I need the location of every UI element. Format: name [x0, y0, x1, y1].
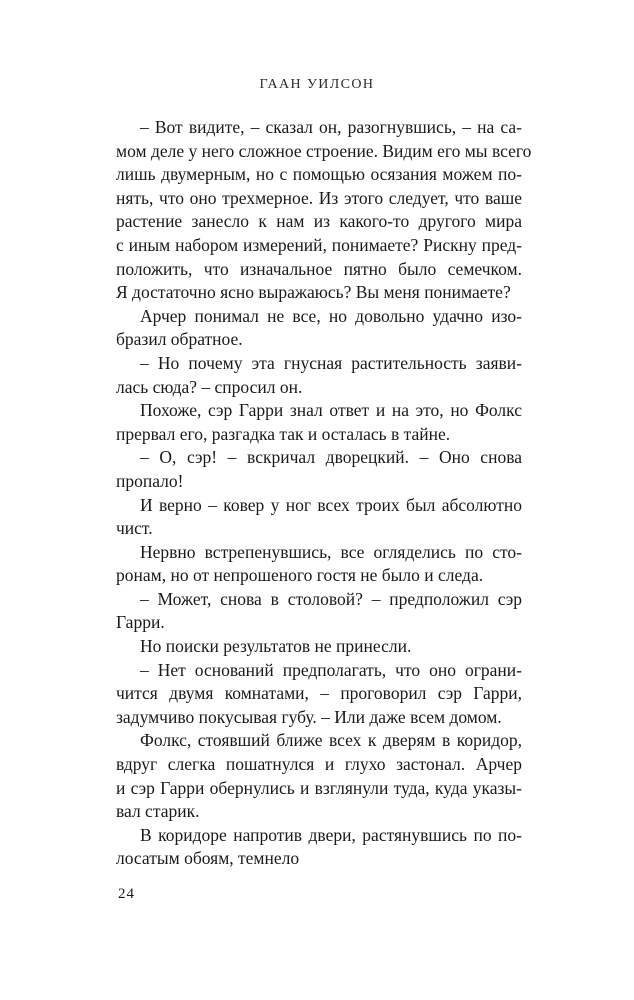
text-line: ронам, но от непрошеного гостя не было и следа.: [116, 565, 484, 586]
text-line: прервал его, разгадка так и осталась в тайне.: [116, 423, 451, 444]
paragraph: [116, 659, 522, 730]
text-line: задумчиво покусывая губу. – Или даже всем домом.: [116, 706, 502, 727]
text-line: чист.: [116, 518, 153, 539]
text-line: Но поиски результатов не принесли.: [140, 636, 412, 657]
text-line: Нервно встрепенувшись, все огляделись по сто-: [140, 541, 522, 562]
paragraph: [116, 494, 522, 541]
text-line: растение занесло к нам из какого-то другого мира: [116, 211, 522, 232]
text-line: Арчер понимал не все, но довольно удачно изо-: [140, 305, 522, 326]
text-line: – Вот видите, – сказал он, разогнувшись, – на са-: [140, 117, 522, 137]
text-line: с иным набором измерений, понимаете? Рискну пред-: [116, 234, 522, 255]
text-line: – Нет оснований предполагать, что оно ограни-: [140, 659, 522, 680]
text-line: – Может, снова в столовой? – предположил сэр: [140, 588, 522, 609]
text-line: лосатым обоям, темнело: [116, 848, 300, 869]
text-line: Гарри.: [116, 612, 165, 633]
text-line: мом деле у него сложное строение. Видим его мы всего: [116, 140, 532, 161]
text-line: – О, сэр! – вскричал дворецкий. – Оно снова: [140, 447, 522, 468]
text-line: положить, что изначальное пятно было семечком.: [116, 258, 522, 279]
text-line: Я достаточно ясно выражаюсь? Вы меня понимаете?: [116, 282, 511, 303]
paragraph: [116, 352, 522, 399]
paragraph: [116, 116, 532, 305]
text-line: – Но почему эта гнусная растительность заяви-: [140, 352, 522, 373]
text-line: лишь двумерным, но с помощью осязания можем по-: [116, 164, 522, 185]
text-line: пропало!: [116, 470, 184, 491]
text-line: вал старик.: [116, 801, 200, 822]
page-number: 24: [118, 886, 135, 902]
text-line: лась сюда? – спросил он.: [116, 376, 303, 397]
text-line: бразил обратное.: [116, 329, 243, 350]
paragraph: [116, 305, 522, 352]
text-line: и сэр Гарри обернулись и взглянули туда, куда указы-: [116, 777, 522, 798]
paragraph: [116, 588, 522, 635]
paragraph: [116, 541, 522, 588]
body-text: [116, 116, 532, 871]
text-line: вдруг слегка пошатнулся и глухо застонал. Арчер: [116, 754, 522, 775]
paragraph: [116, 446, 522, 493]
text-line: И верно – ковер у ног всех троих был абсолютно: [140, 494, 522, 515]
text-line: чится двумя комнатами, – проговорил сэр Гарри,: [116, 683, 522, 704]
paragraph: [116, 729, 522, 823]
paragraph: [116, 635, 522, 659]
paragraph: [116, 399, 522, 446]
paragraph: [116, 824, 522, 871]
text-line: В коридоре напротив двери, растянувшись по по-: [140, 824, 522, 845]
text-line: Похоже, сэр Гарри знал ответ и на это, но Фолкс: [140, 400, 522, 421]
text-line: Фолкс, стоявший ближе всех к дверям в коридор,: [140, 730, 522, 751]
running-head: ГААН УИЛСОН: [259, 77, 375, 92]
text-line: нять, что оно трехмерное. Из этого следует, что ваше: [116, 187, 522, 208]
